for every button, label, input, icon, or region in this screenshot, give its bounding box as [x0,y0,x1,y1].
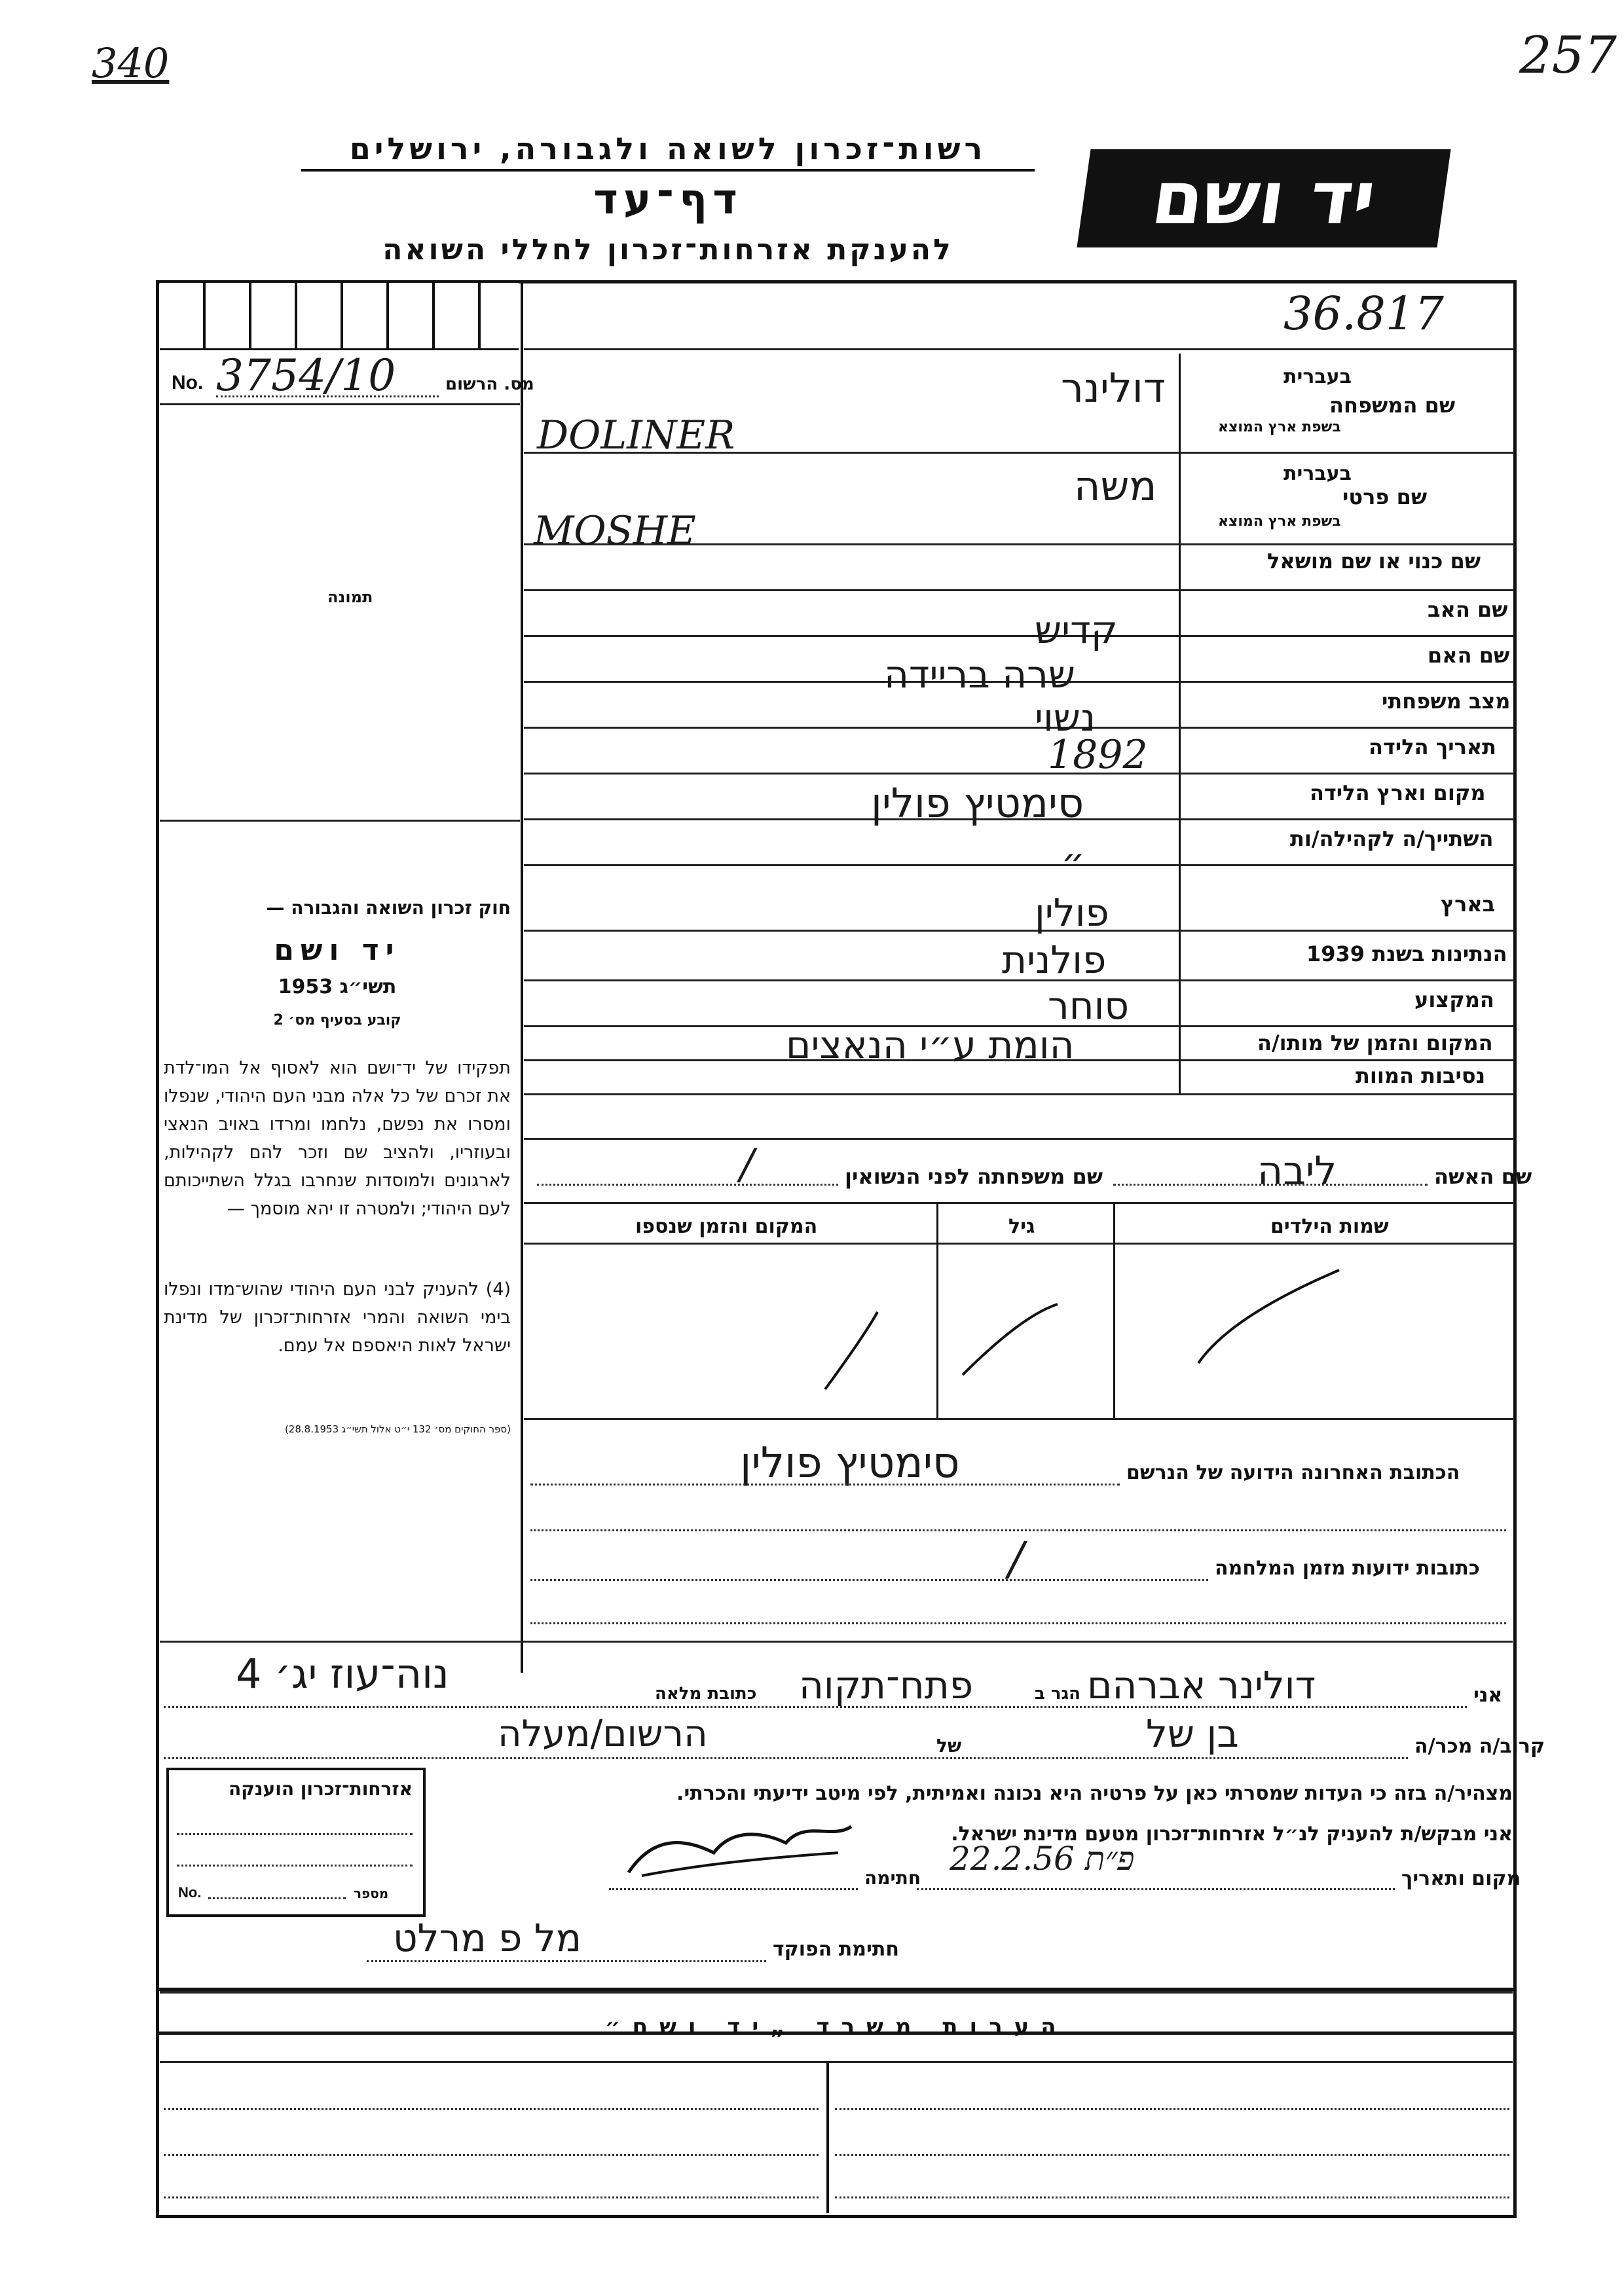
right-column-divider [1179,354,1181,1093]
law-citation: (ספר החוקים מס׳ 132 י״ט אלול תשי״ג 28.8.1953) [284,1423,511,1435]
label-place-date: מקום ותאריך [1401,1867,1521,1890]
label-1939: הנתינות בשנת 1939 [1306,941,1507,966]
corner-note-right: 257 [1519,26,1617,85]
grant-dots-1 [177,1833,413,1835]
value-birth-place: סימטיץ פולין [871,779,1084,827]
children-bottom-line [524,1418,1514,1420]
hatch-strip [160,283,519,350]
label-resident: הגר ב [1035,1684,1081,1704]
maiden-dots [537,1184,838,1186]
row-line [524,773,1514,774]
top-row-line [524,348,1514,350]
yad-vashem-logo [1077,149,1450,247]
label-in-country: בארץ [1441,892,1496,917]
grant-number-dots [208,1897,346,1899]
registration-line [160,403,520,405]
signature-dots [609,1888,858,1890]
value-birth-date: 1892 [1048,732,1148,778]
strike-place [825,1312,877,1389]
label-origin-2: בשפת ארץ המוצא [1218,513,1341,530]
grant-no-label: No. [178,1884,202,1901]
strike-age [963,1304,1058,1375]
law-section: קובע בסעיף מס׳ 2 [273,1012,401,1029]
corner-note-left: 340 [92,39,170,87]
label-relative: קרוב/ה מכר/ה [1414,1735,1545,1758]
label-wife: שם האשה [1434,1164,1532,1189]
label-i: אני [1473,1684,1503,1707]
registration-label: מס. הרשום [445,374,534,394]
spouse-bottom-line [524,1202,1514,1204]
value-mother: שרה בריידה [884,652,1075,697]
registration-number: 3754/10 [216,350,396,401]
value-marital: נשוי [1035,695,1096,740]
label-father: שם האב [1428,597,1508,622]
statement-1: מצהיר/ה בזה כי העדות שמסרתי כאן על פרטיה היא נכונה ואמיתית, לפי מיטב ידיעתי והכרתי. [676,1782,1513,1805]
row-line [524,589,1514,591]
value-officer: מל פ מרלט [393,1916,582,1960]
value-first-name-hebrew: משה [1074,462,1157,510]
value-maiden-name: / [740,1140,754,1189]
value-place-time-death: הומת ע״י הנאצים [786,1023,1075,1067]
declaration-top-line [160,1641,1513,1643]
label-birth-place: מקום וארץ הלידה [1310,780,1486,805]
officer-dots [367,1960,766,1962]
address-dots-4 [530,1622,1506,1624]
row-line [524,635,1514,637]
label-origin-1: בשפת ארץ המוצא [1218,419,1341,435]
top-number: 36.817 [1283,287,1444,340]
declarant-signature [616,1813,864,1892]
children-strike-marks [524,1244,1514,1440]
value-in-country: פולין [1035,890,1109,935]
value-first-name-latin: MOSHE [534,508,696,554]
children-header-age: גיל [1008,1215,1035,1238]
children-header-place: המקום והזמן שנספו [635,1215,818,1238]
row-line [524,1093,1514,1095]
label-birth-date: תאריך הלידה [1369,735,1497,759]
label-maiden-name: שם משפחתה לפני הנשואין [845,1164,1103,1189]
value-1939: פולנית [1002,938,1107,982]
law-line1: חוק זכרון השואה והגבורה — [266,897,511,919]
value-father: קדיש [1035,608,1118,652]
value-place-date: פ״ת 22.2.56 [950,1840,1135,1878]
declaration-dots-1 [164,1706,1467,1708]
label-nickname: שם כנוי או שם מושאל [1267,549,1481,574]
label-marital: מצב משפחתי [1382,689,1511,714]
value-full-address: נוה־עוז יג׳ 4 [236,1650,449,1698]
value-i: דולינר אברהם [1087,1663,1316,1707]
grant-number-label: מספר [354,1886,389,1901]
children-header-names: שמות הילדים [1270,1215,1389,1238]
label-mother: שם האם [1428,643,1510,668]
label-full-address: כתובת מלאה [655,1684,757,1704]
grant-box-title: אזרחות־זכרון הוענקה [229,1778,413,1800]
law-year: תשי״ג 1953 [278,975,397,998]
last-address-dots [530,1484,1120,1485]
law-text-2: (4) להעניק לבני העם היהודי שהוש־מדו ונפלו בימי השואה והמרי אזרחות־זכרון של מדינת ישראל לאות היאספם אל עמם. [164,1279,511,1356]
value-family-name-hebrew: דולינר [1061,364,1166,412]
label-death-circumstances: נסיבות המוות [1356,1063,1486,1088]
office-notes-title: הערות משרד „יד ושם״ [604,2014,1068,2040]
logo-text: יד ושם [1147,156,1381,241]
spouse-top-line [524,1138,1514,1140]
law-name: יד ושם [274,934,401,967]
no-label: No. [172,372,204,393]
declaration-dots-2 [164,1757,1408,1759]
label-of: של [936,1735,962,1757]
row-line [524,864,1514,866]
label-last-address: הכתובת האחרונה הידועה של הנרשם [1126,1461,1460,1484]
value-wife: ליבה [1257,1148,1337,1194]
label-first-name: שם פרטי [1342,484,1428,509]
photo-bottom-line [160,820,520,822]
office-notes-frame [156,1988,1517,2218]
value-profession: סוחר [1048,983,1130,1028]
value-city: פתח־תקוה [799,1663,974,1707]
label-war-address: כתובות ידועות מזמן המלחמה [1215,1557,1480,1580]
value-registered: הרשום/מעלה [498,1713,708,1755]
authority-title: רשות־זכרון לשואה ולגבורה, ירושלים [301,131,1035,172]
label-community: השתייך/ה לקהילה/ות [1290,826,1494,851]
place-date-dots [917,1888,1395,1890]
row-line [524,727,1514,729]
registration-dots [216,395,439,397]
photo-label: תמונה [327,588,373,606]
address-dots-2 [530,1529,1506,1531]
label-hebrew-1: בעברית [1283,365,1352,388]
label-officer: חתימת הפוקד [773,1938,899,1961]
value-family-name-latin: DOLINER [537,412,735,458]
value-relative: בן של [1146,1711,1239,1756]
label-hebrew-2: בעברית [1283,462,1352,485]
value-last-address: סימטיץ פולין [740,1439,960,1487]
war-address-dots [530,1579,1208,1581]
form-subtitle: להענקת אזרחות־זכרון לחללי השואה [382,233,953,266]
value-war-address: / [1008,1532,1024,1586]
law-text-1: תפקידו של יד־ושם הוא לאסוף אל המו־לדת את זכרם של כל אלה מבני העם היהודי, שנפלו ומסרו את נפשם, נלחמו ומרדו באויב הנאצי ובעוזריו, ולהציב שם וזכר להם לקהילות, לארגונים ולמוסדות שנחרבו בגלל השתייכותם לעם היהודי; ולמטרה זו יהא מוסמך — [164,1058,511,1219]
wife-dots [1113,1184,1428,1186]
value-community: ״ [1061,839,1086,884]
statement-2: אני מבקש/ת להעניק לנ״ל אזרחות־זכרון מטעם מדינת ישראל. [951,1823,1513,1846]
row-line [524,930,1514,932]
label-signature: חתימה [864,1867,921,1889]
strike-names [1198,1270,1339,1363]
label-family-name: שם המשפחה [1329,393,1456,418]
column-divider [521,282,523,1673]
grant-dots-2 [177,1865,413,1867]
form-title: דף־עד [593,175,743,224]
label-place-time-death: המקום והזמן של מותו/ה [1257,1030,1493,1055]
label-profession: המקצוע [1414,987,1494,1012]
